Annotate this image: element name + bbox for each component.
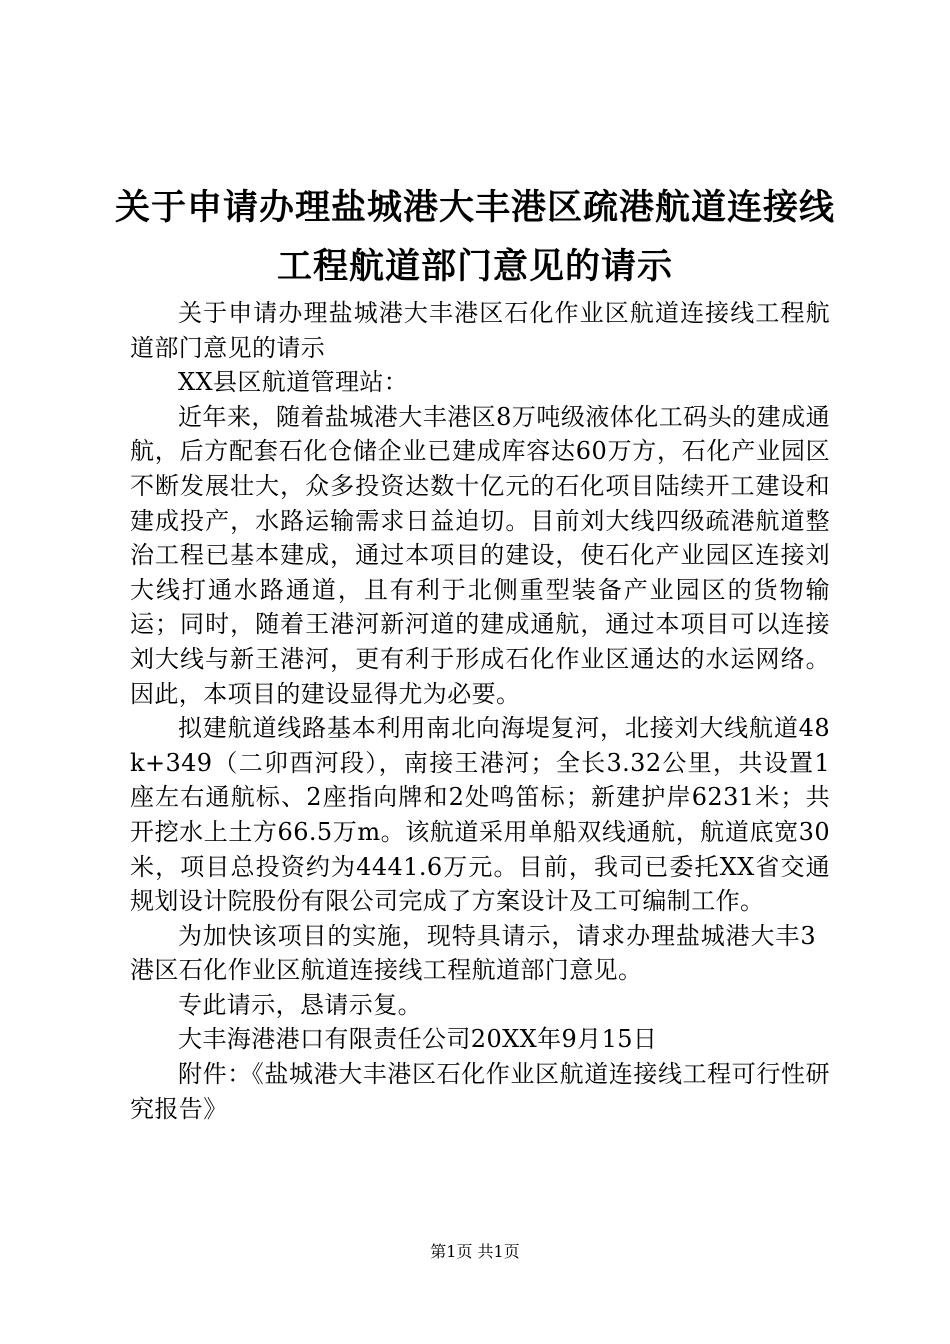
background-paragraph: 近年来，随着盐城港大丰港区8万吨级液体化工码头的建成通航，后方配套石化仓储企业已建成库容达60万方，石化产业园区不断发展壮大，众多投资达数十亿元的石化项目陆续开工建设和建成投产，水路运输需求日益迫切。目前刘大线四级疏港航道整治工程已基本建成，通过本项目的建设，使石化产业园区连接刘大线打通水路通道，且有利于北侧重型装备产业园区的货物输运；同时，随着王港河新河道的建成通航，通过本项目可以连接刘大线与新王港河，更有利于形成石化作业区通达的水运网络。因此，本项目的建设显得尤为必要。 xyxy=(130,402,830,708)
attachment-paragraph: 附件：《盐城港大丰港区石化作业区航道连接线工程可行性研究报告》 xyxy=(130,1060,830,1123)
page-footer: 第1页 共1页 xyxy=(430,1242,520,1261)
document-title-line-2: 工程航道部门意见的请示 xyxy=(276,247,673,287)
signature-date-paragraph: 大丰海港港口有限责任公司20XX年9月15日 xyxy=(178,1025,658,1054)
project-details-paragraph: 拟建航道线路基本利用南北向海堤复河，北接刘大线航道48k+349（二卯酉河段），南接王港河；全长3.32公里，共设置1座左右通航标、2座指向牌和2处鸣笛标；新建护岸6231米；共开挖水上土方66.5万m。该航道采用单船双线通航，航道底宽30米，项目总投资约为4441.6万元。目前，我司已委托XX省交通规划设计院股份有限公司完成了方案设计及工可编制工作。 xyxy=(130,714,830,916)
closing-paragraph: 专此请示，恳请示复。 xyxy=(178,990,422,1019)
document-body xyxy=(130,296,830,1126)
request-paragraph: 为加快该项目的实施，现特具请示，请求办理盐城港大丰3港区石化作业区航道连接线工程航道部门意见。 xyxy=(130,921,816,985)
document-title-line-1: 关于申请办理盐城港大丰港区疏港航道连接线 xyxy=(114,188,835,228)
recipient-paragraph: XX县区航道管理站： xyxy=(178,368,409,397)
subject-paragraph: 关于申请办理盐城港大丰港区石化作业区航道连接线工程航道部门意见的请示 xyxy=(130,299,830,362)
